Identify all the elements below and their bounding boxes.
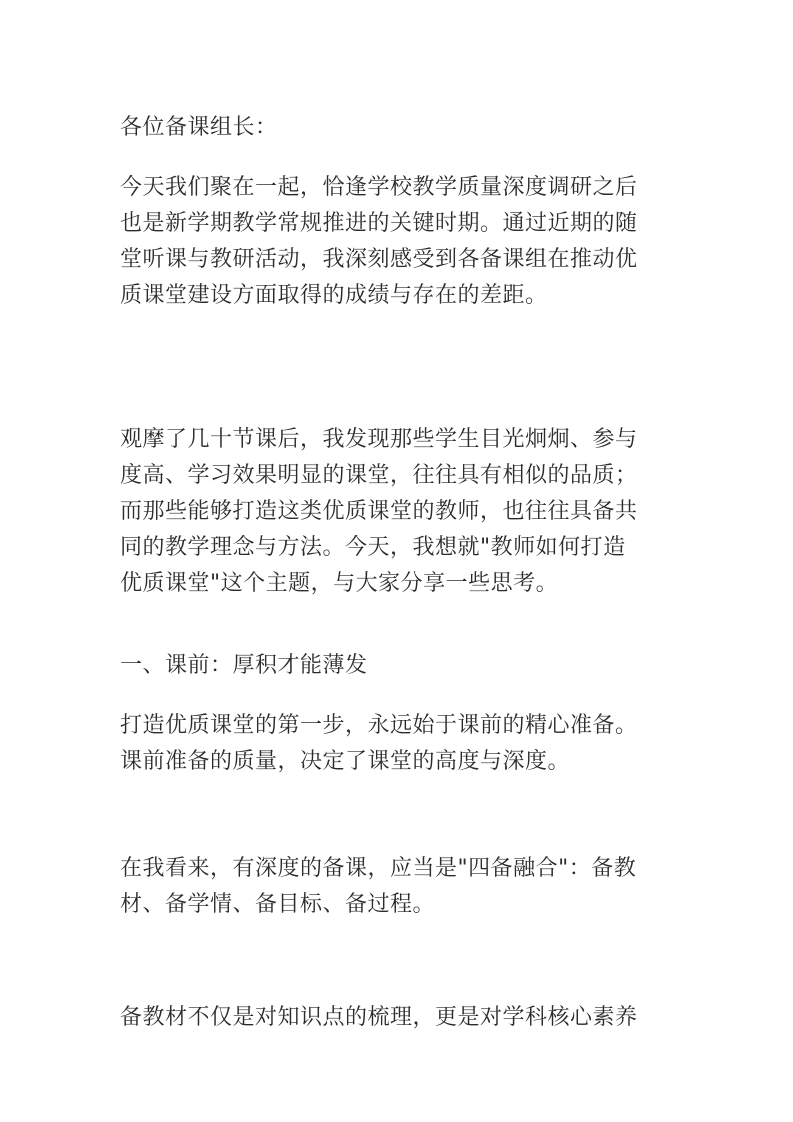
paragraph-line: 优质课堂"这个主题，与大家分享一些思考。 (120, 571, 559, 596)
paragraph-line: 同的教学理念与方法。今天，我想就"教师如何打造 (120, 535, 626, 560)
paragraph-line: 打造优质课堂的第一步，永远始于课前的精心准备。 (120, 713, 638, 738)
section-heading (120, 648, 368, 684)
paragraph-line: 在我看来，有深度的备课，应当是"四备融合"：备教 (120, 856, 637, 881)
paragraph-line: 而那些能够打造这类优质课堂的教师，也往往具备共 (120, 499, 638, 524)
paragraph-line: 材、备学情、备目标、备过程。 (120, 892, 436, 917)
paragraph-line: 堂听课与教研活动，我深刻感受到各备课组在推动优 (120, 247, 638, 272)
paragraph-preparation (120, 708, 638, 780)
paragraph-line: 质课堂建设方面取得的成绩与存在的差距。 (120, 283, 548, 308)
paragraph-line: 今天我们聚在一起，恰逢学校教学质量深度调研之后 (120, 175, 638, 200)
paragraph-observation (120, 422, 638, 602)
paragraph-textbook (120, 1000, 638, 1036)
salutation (120, 110, 278, 146)
paragraph-line: 课前准备的质量，决定了课堂的高度与深度。 (120, 749, 571, 774)
paragraph-line: 度高、学习效果明显的课堂，往往具有相似的品质； (120, 463, 638, 488)
paragraph-line: 也是新学期教学常规推进的关键时期。通过近期的随 (120, 211, 638, 236)
paragraph-intro (120, 170, 638, 314)
salutation-text: 各位备课组长： (120, 115, 278, 140)
paragraph-line: 观摩了几十节课后，我发现那些学生目光炯炯、参与 (120, 427, 638, 452)
section-heading-text: 一、课前：厚积才能薄发 (120, 653, 368, 678)
paragraph-four-preps (120, 851, 636, 923)
paragraph-line: 备教材不仅是对知识点的梳理，更是对学科核心素养 (120, 1005, 638, 1030)
